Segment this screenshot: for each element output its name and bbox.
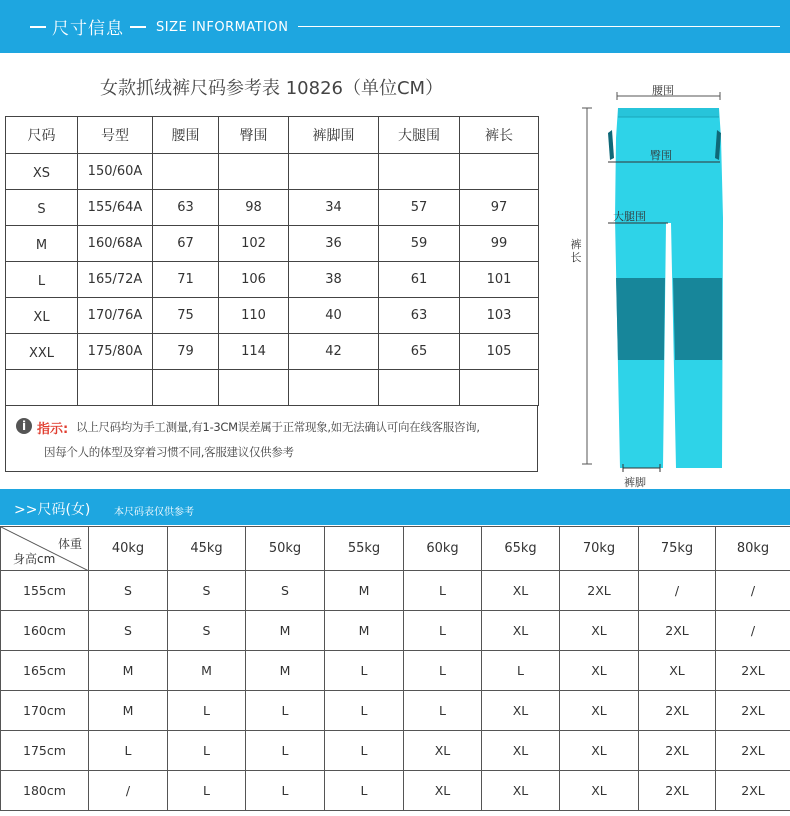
weight-header-cell: 70kg [560, 527, 639, 571]
size-table-row [6, 298, 539, 334]
size-table-cell: 57 [379, 190, 460, 226]
recommended-size-cell: XL [560, 731, 639, 771]
header-waist: 腰围 [153, 117, 219, 154]
size-table-row [6, 370, 539, 406]
recommended-size-cell: S [168, 571, 246, 611]
women-size-banner [0, 489, 790, 525]
recommended-size-cell: L [482, 651, 560, 691]
waist-label: 腰围 [652, 84, 674, 97]
size-table-cell: 98 [219, 190, 289, 226]
height-row [1, 651, 790, 691]
size-table-cell: 102 [219, 226, 289, 262]
size-table-header [6, 117, 539, 154]
size-table-cell: 160/68A [78, 226, 153, 262]
info-icon: i [16, 418, 32, 434]
height-cell: 175cm [1, 731, 89, 771]
recommended-size-cell: L [325, 651, 404, 691]
recommended-size-cell: M [246, 651, 325, 691]
weight-header-cell: 75kg [639, 527, 716, 571]
size-table-row [6, 334, 539, 370]
recommended-size-cell: XL [482, 571, 560, 611]
recommended-size-cell: S [246, 571, 325, 611]
recommended-size-cell: L [404, 651, 482, 691]
section-title: >>尺码(女) [14, 502, 91, 518]
size-table-cell: 42 [289, 334, 379, 370]
size-table-cell: 155/64A [78, 190, 153, 226]
recommended-size-cell: 2XL [716, 651, 790, 691]
weight-header-cell: 55kg [325, 527, 404, 571]
recommended-size-cell: XL [482, 731, 560, 771]
size-table-cell: 175/80A [78, 334, 153, 370]
size-table-cell: 38 [289, 262, 379, 298]
weight-header-row [1, 527, 790, 571]
recommended-size-cell: 2XL [639, 731, 716, 771]
recommended-size-cell: 2XL [716, 731, 790, 771]
recommended-size-cell: / [716, 571, 790, 611]
height-row [1, 571, 790, 611]
size-table-cell: 59 [379, 226, 460, 262]
hem-label: 裤脚 [624, 476, 646, 489]
recommended-size-cell: 2XL [560, 571, 639, 611]
recommended-size-cell: XL [482, 611, 560, 651]
recommended-size-cell: XL [639, 651, 716, 691]
size-cell: S [6, 190, 78, 226]
size-table-cell: 63 [153, 190, 219, 226]
size-table-cell: 106 [219, 262, 289, 298]
header-model: 号型 [78, 117, 153, 154]
recommended-size-cell: M [325, 571, 404, 611]
size-table-cell: 65 [379, 334, 460, 370]
header-size: 尺码 [6, 117, 78, 154]
recommended-size-cell: 2XL [639, 771, 716, 811]
height-weight-table [0, 526, 790, 811]
size-table-row [6, 154, 539, 190]
height-row [1, 691, 790, 731]
size-cell: XS [6, 154, 78, 190]
height-row [1, 731, 790, 771]
size-table-cell: 150/60A [78, 154, 153, 190]
size-table-cell: 101 [460, 262, 539, 298]
length-label: 裤长 [570, 238, 582, 264]
weight-header-cell: 65kg [482, 527, 560, 571]
size-table-cell [379, 154, 460, 190]
recommended-size-cell: L [404, 571, 482, 611]
size-table-row [6, 262, 539, 298]
size-table-cell: 63 [379, 298, 460, 334]
weight-header-cell: 45kg [168, 527, 246, 571]
size-table [5, 116, 539, 406]
size-table-cell [153, 370, 219, 406]
size-table-cell: 105 [460, 334, 539, 370]
recommended-size-cell: 2XL [639, 611, 716, 651]
corner-height-label: 身高cm [13, 552, 56, 566]
size-table-cell: 99 [460, 226, 539, 262]
weight-header-cell: 50kg [246, 527, 325, 571]
height-row [1, 771, 790, 811]
recommended-size-cell: L [325, 691, 404, 731]
recommended-size-cell: 2XL [716, 771, 790, 811]
banner-title-cn: 尺寸信息 [52, 19, 124, 39]
header-hem: 裤脚围 [289, 117, 379, 154]
recommended-size-cell: XL [560, 651, 639, 691]
size-cell: XXL [6, 334, 78, 370]
pants-illustration [560, 78, 790, 490]
recommended-size-cell: / [639, 571, 716, 611]
recommended-size-cell: XL [560, 691, 639, 731]
recommended-size-cell: / [89, 771, 168, 811]
recommended-size-cell: S [89, 571, 168, 611]
thigh-label: 大腿围 [613, 210, 646, 223]
recommended-size-cell: M [89, 691, 168, 731]
size-table-cell: 103 [460, 298, 539, 334]
size-table-cell: 36 [289, 226, 379, 262]
recommended-size-cell: M [89, 651, 168, 691]
recommended-size-cell: XL [482, 771, 560, 811]
recommended-size-cell: L [168, 731, 246, 771]
size-table-cell [379, 370, 460, 406]
banner-title-en: SIZE INFORMATION [156, 20, 289, 35]
weight-header-cell: 40kg [89, 527, 168, 571]
banner-rule [298, 26, 780, 27]
recommended-size-cell: M [325, 611, 404, 651]
recommended-size-cell: M [246, 611, 325, 651]
header-length: 裤长 [460, 117, 539, 154]
recommended-size-cell: 2XL [716, 691, 790, 731]
size-info-banner [0, 0, 790, 53]
corner-cell [1, 527, 89, 571]
size-cell: M [6, 226, 78, 262]
size-table-cell: 71 [153, 262, 219, 298]
size-table-cell: 67 [153, 226, 219, 262]
recommended-size-cell: XL [482, 691, 560, 731]
recommended-size-cell: L [89, 731, 168, 771]
height-cell: 160cm [1, 611, 89, 651]
note-line-1: 以上尺码均为手工测量,有1-3CM误差属于正常现象,如无法确认可向在线客服咨询, [76, 420, 480, 434]
size-table-row [6, 190, 539, 226]
recommended-size-cell: / [716, 611, 790, 651]
recommended-size-cell: XL [404, 731, 482, 771]
pants-diagram [560, 78, 790, 490]
size-table-cell: 110 [219, 298, 289, 334]
recommended-size-cell: L [168, 691, 246, 731]
size-table-cell: 75 [153, 298, 219, 334]
recommended-size-cell: L [246, 731, 325, 771]
size-table-cell: 97 [460, 190, 539, 226]
section-subtitle: 本尺码表仅供参考 [114, 507, 194, 518]
banner-dash-right [130, 26, 146, 28]
recommended-size-cell: L [246, 771, 325, 811]
recommended-size-cell: L [246, 691, 325, 731]
weight-header-cell: 80kg [716, 527, 790, 571]
banner-dash-left [30, 26, 46, 28]
size-table-cell [460, 370, 539, 406]
recommended-size-cell: L [168, 771, 246, 811]
height-cell: 170cm [1, 691, 89, 731]
size-cell: L [6, 262, 78, 298]
document-title: 女款抓绒裤尺码参考表 10826（单位CM） [100, 78, 444, 99]
size-table-cell [289, 154, 379, 190]
recommended-size-cell: XL [560, 771, 639, 811]
recommended-size-cell: L [404, 691, 482, 731]
size-table-cell [460, 154, 539, 190]
recommended-size-cell: XL [560, 611, 639, 651]
size-table-cell: 79 [153, 334, 219, 370]
header-hip: 臀围 [219, 117, 289, 154]
recommended-size-cell: S [89, 611, 168, 651]
hip-label: 臀围 [650, 149, 672, 162]
size-cell [6, 370, 78, 406]
size-table-cell: 34 [289, 190, 379, 226]
recommended-size-cell: L [404, 611, 482, 651]
recommended-size-cell: M [168, 651, 246, 691]
height-cell: 165cm [1, 651, 89, 691]
size-table-cell: 61 [379, 262, 460, 298]
size-table-cell [289, 370, 379, 406]
height-cell: 155cm [1, 571, 89, 611]
corner-weight-label: 体重 [57, 537, 82, 551]
size-table-cell: 170/76A [78, 298, 153, 334]
size-cell: XL [6, 298, 78, 334]
size-table-cell [219, 154, 289, 190]
recommended-size-cell: XL [404, 771, 482, 811]
size-table-cell: 165/72A [78, 262, 153, 298]
recommended-size-cell: L [325, 771, 404, 811]
size-table-cell: 40 [289, 298, 379, 334]
measurement-note [5, 406, 538, 472]
height-row [1, 611, 790, 651]
note-label: 指示: [37, 422, 69, 437]
recommended-size-cell: L [325, 731, 404, 771]
recommended-size-cell: S [168, 611, 246, 651]
size-table-row [6, 226, 539, 262]
note-line-2: 因每个人的体型及穿着习惯不同,客服建议仅供参考 [44, 445, 294, 459]
height-cell: 180cm [1, 771, 89, 811]
recommended-size-cell: 2XL [639, 691, 716, 731]
weight-header-cell: 60kg [404, 527, 482, 571]
size-table-cell [219, 370, 289, 406]
header-thigh: 大腿围 [379, 117, 460, 154]
size-table-cell: 114 [219, 334, 289, 370]
size-table-cell [78, 370, 153, 406]
size-table-cell [153, 154, 219, 190]
